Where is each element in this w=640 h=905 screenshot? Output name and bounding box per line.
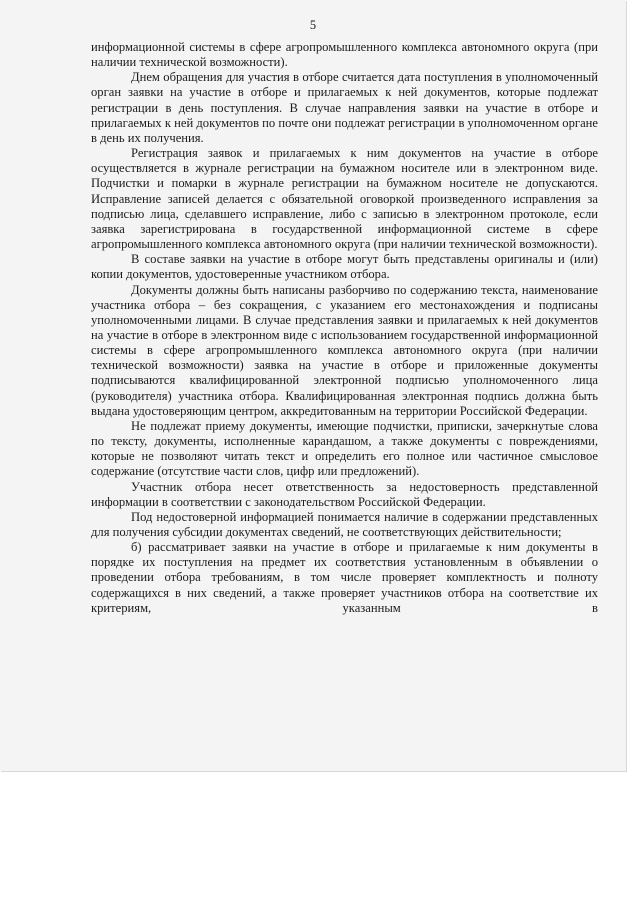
paragraph-continuation: информационной системы в сфере агропромышленного комплекса автономного округа (при наличии технической возможности).	[91, 40, 598, 70]
paragraph-inaccurate-info: Под недостоверной информацией понимается наличие в содержании представленных для получения субсидии документах сведений, не соответствующих действительности;	[91, 509, 598, 539]
paragraph-document-requirements: Документы должны быть написаны разборчиво по содержанию текста, наименование участника отбора – без сокращения, с указанием его местонахождения и подписаны уполномоченными лицами. В случае представления заявки и прилагаемых к ней документов на участие в отборе в электронном виде с использованием государственной информационной системы в сфере агропромышленного комплекса автономного округа (при наличии технической возможности) заявка на участие в отборе и приложенные документы подписываются квалифицированной электронной подписью уполномоченного лица (руководителя) участника отбора. Квалифицированная электронная подпись должна быть выдана удостоверяющим центром, аккредитованным на территории Российской Федерации.	[91, 282, 598, 418]
page-number: 5	[309, 18, 317, 32]
paragraph-registration: Регистрация заявок и прилагаемых к ним документов на участие в отборе осуществляется в журнале регистрации на бумажном носителе или в электронном виде. Подчистки и помарки в журнале регистрации на бумажном носителе не допускаются. Исправление записей делается с обязательной оговоркой произведенного исправления за подписью лица, сделавшего исправление, либо с записью в электронном протоколе, если заявка зарегистрирована в государственной информационной системе в сфере агропромышленного комплекса автономного округа (при наличии технической возможности).	[91, 146, 598, 252]
paragraph-item-b: б) рассматривает заявки на участие в отборе и прилагаемые к ним документы в порядке их поступления на предмет их соответствия установленным в объявлении о проведении отбора требованиям, в том числе проверяет комплектность и полноту содержащихся в них сведений, а также проверяет участников отбора на соответствие их критериям, указанным в	[91, 540, 598, 615]
paragraph-not-accepted: Не подлежат приему документы, имеющие подчистки, приписки, зачеркнутые слова по тексту, документы, исполненные карандашом, а также документы с повреждениями, которые не позволяют читать текст и определить его полное или частичное смысловое содержание (отсутствие части слов, цифр или предложений).	[91, 418, 598, 479]
paragraph-application-date: Днем обращения для участия в отборе считается дата поступления в уполномоченный орган заявки на участие в отборе и прилагаемых к ней документов, которые подлежат регистрации в день поступления. В случае направления заявки на участие в отборе и прилагаемых к ней документов по почте они подлежат регистрации в уполномоченном органе в день их получения.	[91, 70, 598, 145]
body-text	[91, 40, 598, 616]
paragraph-responsibility: Участник отбора несет ответственность за недостоверность представленной информации в соответствии с законодательством Российской Федерации.	[91, 479, 598, 509]
paragraph-originals-copies: В составе заявки на участие в отборе могут быть представлены оригиналы и (или) копии документов, удостоверенные участником отбора.	[91, 252, 598, 282]
